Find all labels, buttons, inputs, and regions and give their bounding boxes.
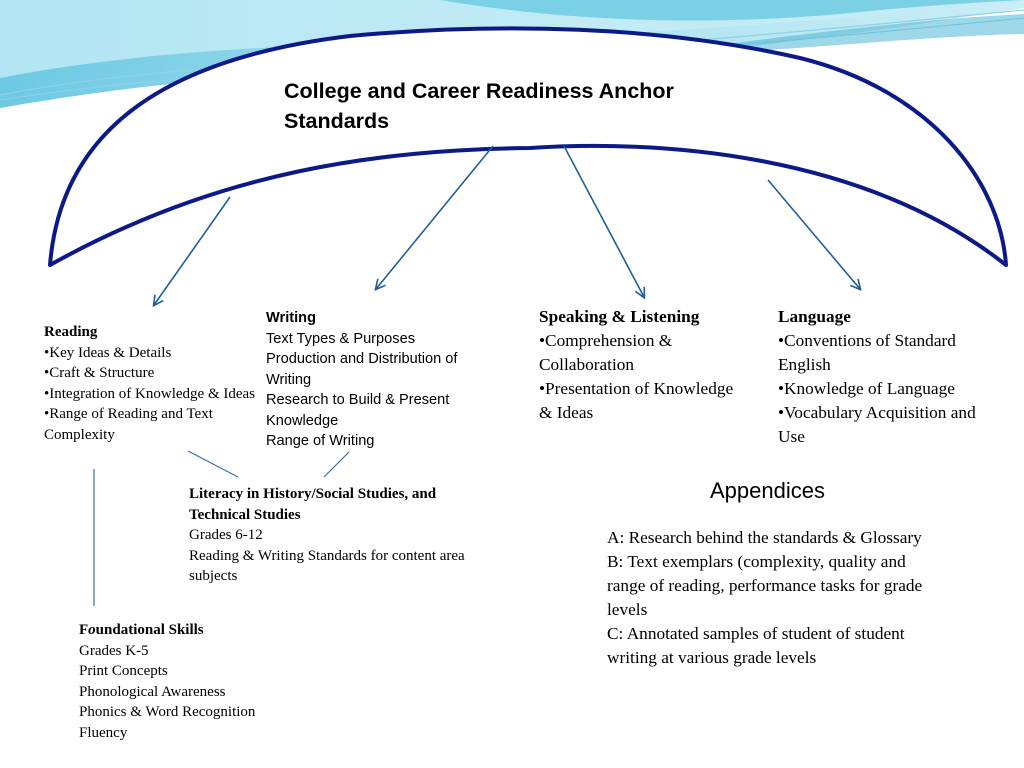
writing-item: Research to Build & Present Knowledge <box>266 392 450 429</box>
appendix-item: C: Annotated samples of student of student writing at various grade levels <box>607 624 905 667</box>
language-item: •Vocabulary Acquisition and Use <box>778 403 976 446</box>
foundational-heading-rest: undational Skills <box>95 622 204 638</box>
arrow-to-speaking <box>564 146 644 297</box>
language-item: •Knowledge of Language <box>778 379 955 398</box>
appendices-heading: Appendices <box>710 478 825 503</box>
writing-item: Range of Writing <box>266 433 375 449</box>
foundational-item: Fluency <box>79 724 128 741</box>
language-item: •Conventions of Standard English <box>778 331 956 374</box>
foundational-skills-box <box>79 620 339 743</box>
foundational-heading-italic: o <box>88 622 96 638</box>
appendix-item: B: Text exemplars (complexity, quality and range of reading, performance tasks for grade levels <box>607 552 923 619</box>
literacy-item: Reading & Writing Standards for content area subjects <box>189 547 465 584</box>
foundational-heading <box>79 620 339 641</box>
foundational-item: Phonological Awareness <box>79 683 226 700</box>
foundational-item: Print Concepts <box>79 663 168 679</box>
writing-item: Production and Distribution of Writing <box>266 351 458 388</box>
reading-item: •Integration of Knowledge & Ideas <box>44 385 256 402</box>
connector-writing-literacy <box>324 452 349 477</box>
reading-item: •Key Ideas & Details <box>44 344 172 361</box>
literacy-item: Grades 6-12 <box>189 527 263 543</box>
connector-reading-literacy <box>188 451 238 477</box>
speaking-item: •Presentation of Knowledge & Ideas <box>539 379 734 422</box>
speaking-heading: Speaking & Listening <box>539 307 700 326</box>
language-strand <box>778 305 998 449</box>
arrow-to-language <box>768 180 860 289</box>
foundational-item: Grades K-5 <box>79 642 149 659</box>
literacy-box <box>189 484 489 587</box>
writing-heading: Writing <box>266 310 316 326</box>
foundational-heading-prefix: F <box>79 622 89 638</box>
writing-item: Text Types & Purposes <box>266 330 415 347</box>
arrow-to-writing <box>376 146 493 289</box>
reading-heading: Reading <box>44 324 98 340</box>
reading-item: •Craft & Structure <box>44 365 155 381</box>
arrow-to-reading <box>154 197 230 305</box>
page-title: College and Career Readiness Anchor Standards <box>284 79 674 133</box>
reading-item: •Range of Reading and Text Complexity <box>44 406 213 443</box>
speaking-listening-strand <box>539 305 739 425</box>
literacy-heading: Literacy in History/Social Studies, and Technical Studies <box>189 486 437 523</box>
appendix-item: A: Research behind the standards & Glossary <box>607 528 922 547</box>
writing-strand <box>266 308 466 452</box>
language-heading: Language <box>778 307 851 326</box>
appendices-list <box>607 526 947 670</box>
speaking-item: •Comprehension & Collaboration <box>539 331 673 374</box>
reading-strand <box>44 322 259 445</box>
foundational-item: Phonics & Word Recognition <box>79 704 256 720</box>
